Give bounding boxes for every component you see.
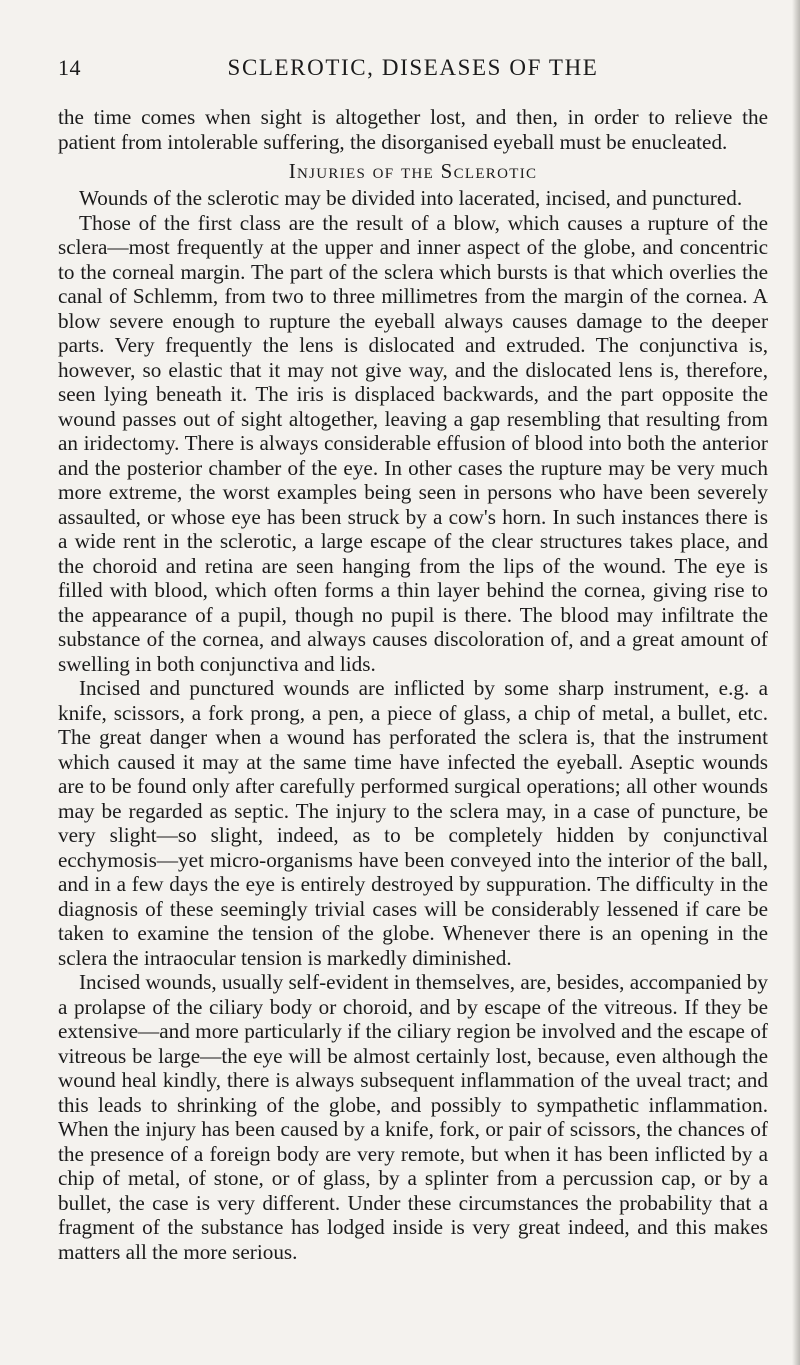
paragraph: Incised and punctured wounds are inflicted by some sharp instrument, e.g. a knife, scissors, a fork prong, a pen, a piece of glass, a chip of metal, a bullet, etc. The great danger when a wound has perforated the sclera is, that the instrument which caused it may at the same time have infected the eyeball. Aseptic wounds are to be found only after carefully performed surgical operations; all other wounds may be regarded as septic. The injury to the sclera may, in a case of puncture, be very slight—so slight, indeed, as to be completely hidden by conjunctival ecchymosis—yet micro-organisms have been conveyed into the interior of the ball, and in a few days the eye is entirely destroyed by suppuration. The difficulty in the diagnosis of these seemingly trivial cases will be considerably lessened if care be taken to examine the tension of the globe. Whenever there is an opening in the sclera the intraocular tension is markedly diminished.	[58, 676, 768, 970]
page-edge-shadow	[792, 0, 800, 1365]
running-head: SCLEROTIC, DISEASES OF THE	[227, 55, 599, 80]
paragraph: Incised wounds, usually self-evident in themselves, are, besides, accompanied by a prolapse of the ciliary body or choroid, and by escape of the vitreous. If they be extensive—and more particularly if the ciliary region be involved and the escape of vitreous be large—the eye will be almost certainly lost, because, even although the wound heal kindly, there is always subsequent inflammation of the uveal tract; and this leads to shrinking of the globe, and possibly to sympathetic inflammation. When the injury has been caused by a knife, fork, or pair of scissors, the chances of the presence of a foreign body are very remote, but when it has been inflicted by a chip of metal, of stone, or of glass, by a splinter from a percussion cap, or by a bullet, the case is very different. Under these circumstances the probability that a fragment of the substance has lodged inside is very great indeed, and this makes matters all the more serious.	[58, 970, 768, 1264]
intro-paragraph: the time comes when sight is altogether lost, and then, in order to relieve the patient from intolerable suffering, the disorganised eyeball must be enucleated.	[58, 105, 768, 154]
page-number: 14	[58, 55, 81, 80]
paragraph: Wounds of the sclerotic may be divided into lacerated, incised, and punctured.	[79, 186, 743, 210]
section-heading: Injuries of the Sclerotic	[288, 159, 538, 183]
book-page	[58, 55, 768, 1264]
paragraph: Those of the first class are the result of a blow, which causes a rupture of the sclera—most frequently at the upper and inner aspect of the globe, and concentric to the corneal margin. The part of the sclera which bursts is that which overlies the canal of Schlemm, from two to three millimetres from the margin of the cornea. A blow severe enough to rupture the eyeball always causes damage to the deeper parts. Very frequently the lens is dislocated and extruded. The conjunctiva is, however, so elastic that it may not give way, and the dislocated lens is, therefore, seen lying beneath it. The iris is displaced backwards, and the part opposite the wound passes out of sight altogether, leaving a gap resembling that resulting from an iridectomy. There is always considerable effusion of blood into both the anterior and the posterior chamber of the eye. In other cases the rupture may be very much more extreme, the worst examples being seen in persons who have been severely assaulted, or whose eye has been struck by a cow's horn. In such instances there is a wide rent in the sclerotic, a large escape of the clear structures takes place, and the choroid and retina are seen hanging from the lips of the wound. The eye is filled with blood, which often forms a thin layer behind the cornea, giving rise to the appearance of a pupil, though no pupil is there. The blood may infiltrate the substance of the cornea, and always causes discoloration of, and a great amount of swelling in both conjunctiva and lids.	[58, 210, 768, 676]
page-header	[58, 55, 768, 89]
body-text	[58, 105, 768, 1264]
